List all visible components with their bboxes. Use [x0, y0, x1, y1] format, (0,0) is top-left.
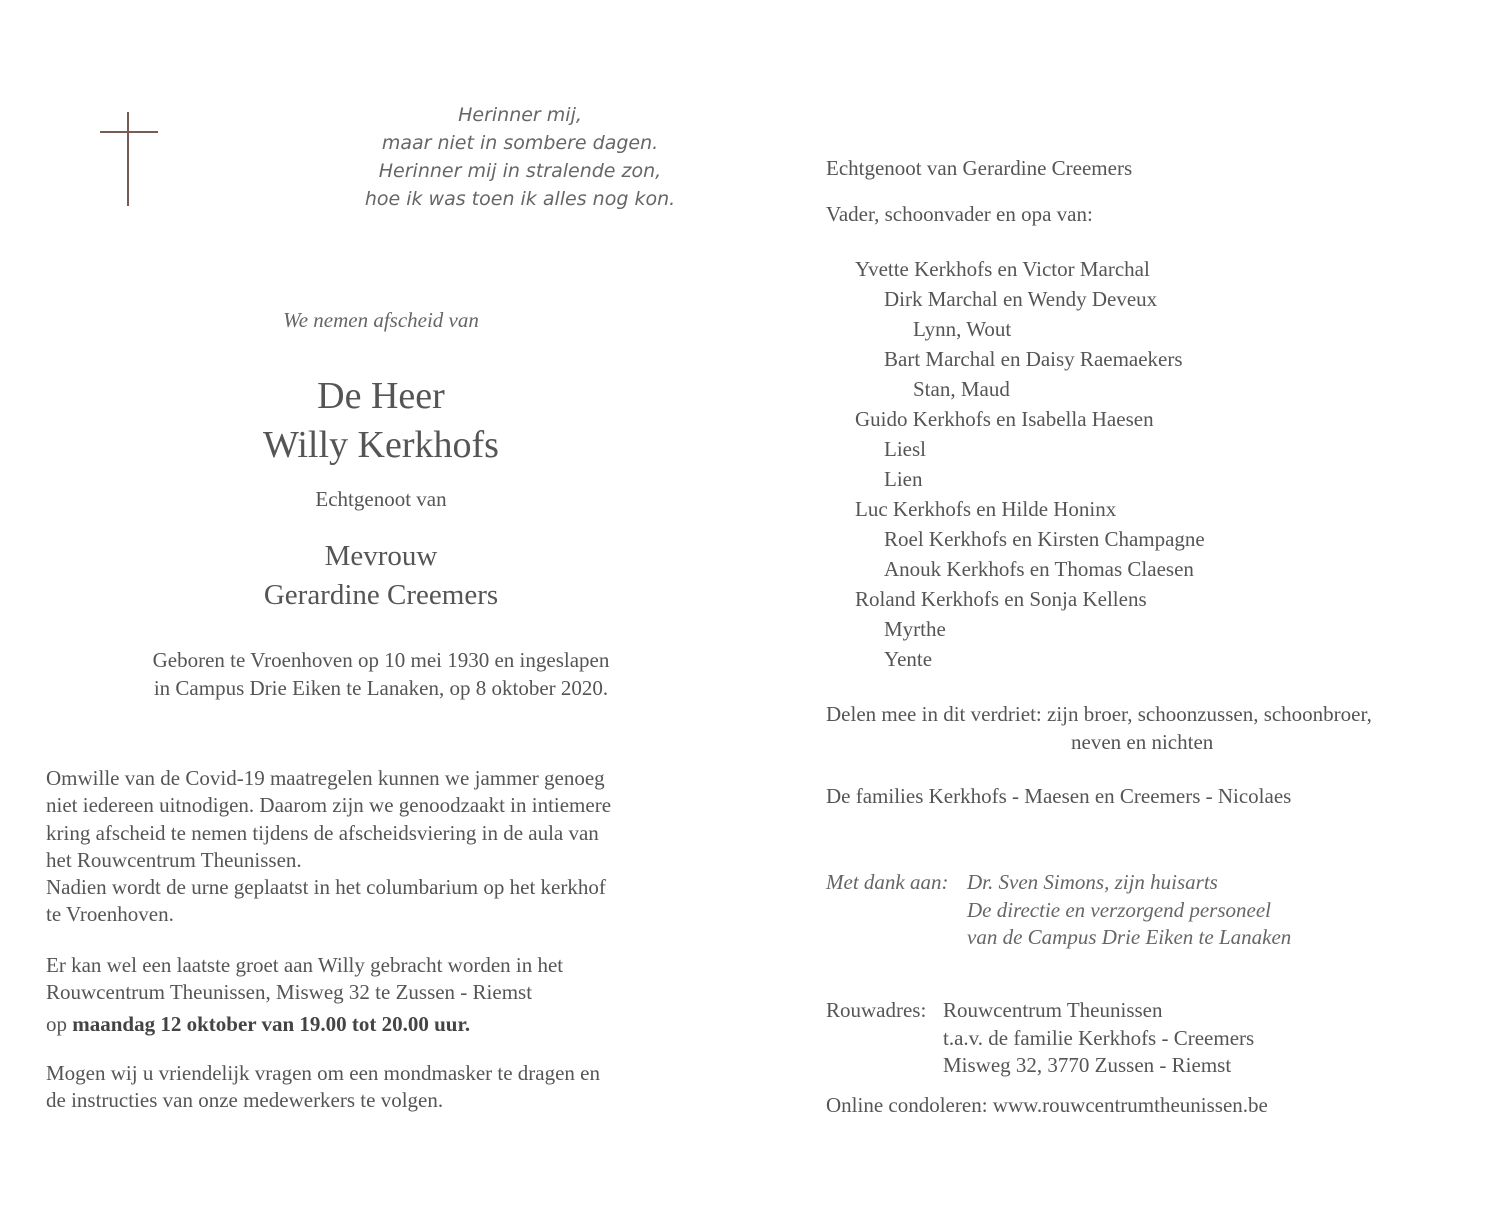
paragraph-line: Rouwcentrum Theunissen, Misweg 32 te Zussen - Riemst [46, 980, 533, 1005]
address-line: t.a.v. de familie Kerkhofs - Creemers [943, 1025, 1255, 1050]
paragraph-line: Mogen wij u vriendelijk vragen om een mondmasker te dragen en [46, 1061, 600, 1085]
family-member: Anouk Kerkhofs en Thomas Claesen [884, 557, 1194, 581]
family-member: Luc Kerkhofs en Hilde Honinx [855, 497, 1117, 521]
paragraph-line: te Vroenhoven. [46, 902, 174, 927]
family-member: Yvette Kerkhofs en Victor Marchal [855, 257, 1150, 281]
family-member: Dirk Marchal en Wendy Deveux [884, 287, 1158, 311]
address-block [826, 997, 1254, 1080]
share-line: Delen mee in dit verdriet: zijn broer, schoonzussen, schoonbroer, [826, 702, 1372, 726]
visitation-time: maandag 12 oktober van 19.00 tot 20.00 uur. [72, 1011, 471, 1036]
family-member: Myrthe [884, 617, 946, 641]
thanks-block [826, 869, 1291, 952]
share-grief [826, 700, 1436, 756]
deceased-title: De Heer [317, 375, 445, 417]
visitation-time-line [46, 1007, 686, 1041]
poem-line: Herinner mij, [458, 104, 582, 126]
spouse-of-text: Echtgenoot van Gerardine Creemers [826, 156, 1133, 180]
deceased-name [80, 372, 682, 470]
poem-line: Herinner mij in stralende zon, [378, 160, 662, 182]
family-member: Lien [884, 467, 923, 491]
family-member: Lynn, Wout [913, 317, 1012, 341]
thanks-item: De directie en verzorgend personeel [967, 897, 1272, 922]
family-member: Liesl [884, 437, 926, 461]
paragraph-line: kring afscheid te nemen tijdens de afscheidsviering in de aula van [46, 820, 599, 845]
online-condolence: Online condoleren: www.rouwcentrumtheunissen.be [826, 1093, 1268, 1117]
paragraph-line: de instructies van onze medewerkers te volgen. [46, 1088, 444, 1113]
address-line: Misweg 32, 3770 Zussen - Riemst [943, 1053, 1232, 1077]
family-member: Yente [884, 647, 933, 671]
families-text: De families Kerkhofs - Maesen en Creemers - Nicolaes [826, 784, 1292, 808]
birth-death-info [80, 646, 682, 702]
paragraph-line: niet iedereen uitnodigen. Daarom zijn we genoodzaakt in intiemere [46, 793, 612, 818]
address-label: Rouwadres: [826, 998, 927, 1022]
paragraph-line: Omwille van de Covid-19 maatregelen kunnen we jammer genoeg [46, 766, 605, 790]
mask-paragraph [46, 1060, 686, 1115]
visitation-paragraph [46, 952, 686, 1041]
father-of-text: Vader, schoonvader en opa van: [826, 202, 1093, 226]
thanks-label: Met dank aan: [826, 870, 949, 894]
cross-icon [100, 112, 158, 208]
poem-line: maar niet in sombere dagen. [381, 132, 659, 154]
poem [330, 101, 710, 213]
family-member: Roel Kerkhofs en Kirsten Champagne [884, 527, 1205, 551]
family-member: Guido Kerkhofs en Isabella Haesen [855, 407, 1154, 431]
spouse-label: Echtgenoot van [315, 487, 447, 511]
share-line: neven en nichten [1071, 730, 1214, 754]
visitation-prefix: op [46, 1011, 73, 1036]
thanks-item: van de Campus Drie Eiken te Lanaken [967, 925, 1292, 949]
paragraph-line: Nadien wordt de urne geplaatst in het columbarium op het kerkhof [46, 875, 606, 900]
address-line: Rouwcentrum Theunissen [943, 998, 1163, 1022]
intro-text: We nemen afscheid van [283, 308, 479, 332]
paragraph-line: het Rouwcentrum Theunissen. [46, 847, 302, 872]
deceased-fullname: Willy Kerkhofs [263, 424, 499, 466]
family-member: Bart Marchal en Daisy Raemaekers [884, 347, 1183, 371]
birth-line: Geboren te Vroenhoven op 10 mei 1930 en ingeslapen [152, 648, 610, 672]
spouse-name [80, 537, 682, 615]
spouse-title: Mevrouw [324, 540, 438, 572]
family-member: Roland Kerkhofs en Sonja Kellens [855, 587, 1147, 611]
paragraph-line: Er kan wel een laatste groet aan Willy gebracht worden in het [46, 953, 564, 977]
thanks-item: Dr. Sven Simons, zijn huisarts [967, 870, 1218, 894]
covid-paragraph [46, 765, 686, 929]
family-member: Stan, Maud [913, 377, 1010, 401]
family-list [855, 254, 1205, 674]
death-line: in Campus Drie Eiken te Lanaken, op 8 oktober 2020. [153, 676, 609, 700]
spouse-fullname: Gerardine Creemers [263, 579, 499, 611]
poem-line: hoe ik was toen ik alles nog kon. [364, 188, 676, 210]
